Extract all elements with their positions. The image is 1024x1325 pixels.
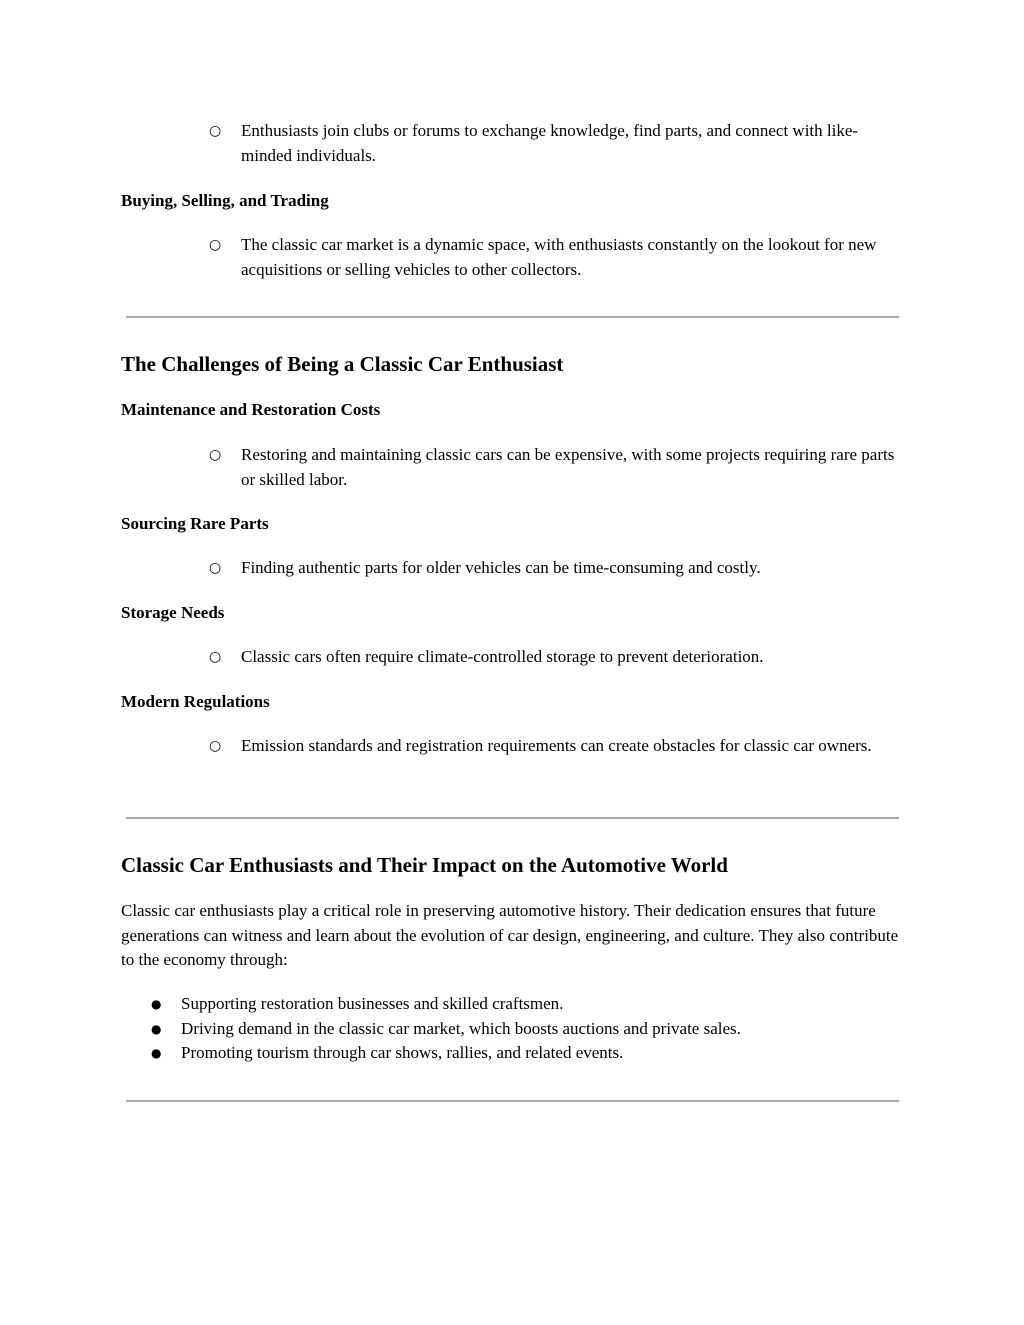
subheading-modern-regulations: Modern Regulations <box>121 692 270 711</box>
body-paragraph: Classic car enthusiasts play a critical role in preserving automotive history. Their dedication ensures that future generations can witness and learn about the evolution of car design, engineering, and culture. They also contribute to the economy through: <box>121 901 899 969</box>
list-item-text: The classic car market is a dynamic space, with enthusiasts constantly on the lookout for new acquisitions or selling vehicles to other collectors. <box>241 235 877 279</box>
list-item-text: Driving demand in the classic car market, which boosts auctions and private sales. <box>181 1018 741 1038</box>
subheading-sourcing-parts: Sourcing Rare Parts <box>121 514 269 533</box>
subheading-storage-needs: Storage Needs <box>121 603 225 622</box>
filled-bullet-icon: ● <box>151 997 162 1011</box>
hollow-bullet-icon: ○ <box>209 123 222 139</box>
horizontal-divider <box>126 316 899 318</box>
section-heading-impact: Classic Car Enthusiasts and Their Impact on the Automotive World <box>121 853 728 877</box>
filled-bullet-icon: ● <box>151 1046 162 1060</box>
list-item-text: Supporting restoration businesses and skilled craftsmen. <box>181 994 564 1013</box>
hollow-bullet-icon: ○ <box>209 560 222 576</box>
hollow-bullet-icon: ○ <box>209 649 222 665</box>
subheading-maintenance-costs: Maintenance and Restoration Costs <box>121 400 381 419</box>
list-item-text: Restoring and maintaining classic cars can be expensive, with some projects requiring rare parts or skilled labor. <box>241 445 895 489</box>
horizontal-divider <box>126 817 899 819</box>
subheading-buying-selling-trading: Buying, Selling, and Trading <box>121 191 329 210</box>
filled-bullet-icon: ● <box>151 1021 162 1036</box>
hollow-bullet-icon: ○ <box>209 237 222 253</box>
list-item-text: Emission standards and registration requirements can create obstacles for classic car owners. <box>241 736 872 755</box>
list-item-text: Promoting tourism through car shows, rallies, and related events. <box>181 1043 624 1062</box>
hollow-bullet-icon: ○ <box>209 738 222 754</box>
list-item-text: Enthusiasts join clubs or forums to exchange knowledge, find parts, and connect with like-minded individuals. <box>241 121 859 165</box>
hollow-bullet-icon: ○ <box>209 447 222 463</box>
section-heading-challenges: The Challenges of Being a Classic Car Enthusiast <box>121 352 564 376</box>
list-item-text: Classic cars often require climate-controlled storage to prevent deterioration. <box>241 647 764 666</box>
list-item-text: Finding authentic parts for older vehicles can be time-consuming and costly. <box>241 558 761 577</box>
horizontal-divider <box>126 1100 899 1102</box>
